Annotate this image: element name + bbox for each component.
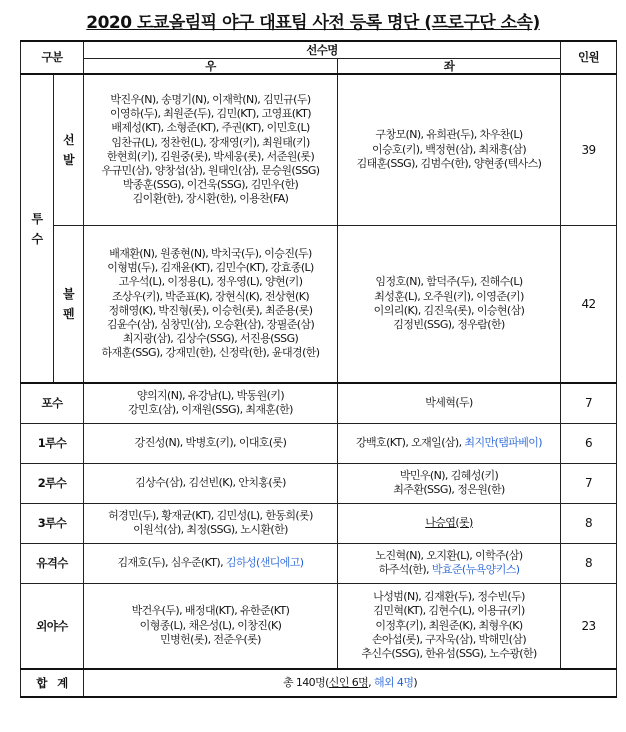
- list-item: 임정호(N), 함덕주(두), 진해수(L): [375, 275, 523, 289]
- shortstop-label: 유격수: [21, 543, 84, 583]
- shortstop-left-cell: [338, 543, 561, 583]
- list-item: 민병헌(롯), 전준우(롯): [160, 632, 261, 646]
- total-overseas: 해외 4명: [373, 675, 414, 689]
- list-item: 고우석(L), 이정용(L), 정우영(L), 양현(키): [118, 275, 303, 289]
- header-category: 구분: [21, 41, 84, 74]
- list-item: 박진우(N), 송명기(N), 이재학(N), 김민규(두): [110, 92, 311, 106]
- list-item: 강진성(N), 박병호(키), 이대호(롯): [134, 435, 287, 449]
- list-item: 이승호(키), 백정현(삼), 최채흥(삼): [371, 142, 527, 156]
- bullpen-right-cell: [84, 225, 338, 383]
- shortstop-row: [21, 543, 617, 583]
- list-item: 이형종(L), 채은성(L), 이창진(K): [139, 618, 282, 632]
- list-item: 박세혁(두): [425, 396, 473, 410]
- list-item: 김이환(한), 장시환(한), 이용찬(FA): [132, 192, 289, 206]
- total-sep: ,: [368, 675, 374, 689]
- total-row: [21, 669, 617, 697]
- list-item: 김윤수(삼), 심창민(삼), 오승환(삼), 장필준(삼): [106, 317, 315, 331]
- list-item: 구창모(N), 유희관(두), 차우찬(L): [375, 128, 523, 142]
- list-item: 하주석(한),: [378, 563, 432, 576]
- outfield-row: [21, 583, 617, 669]
- third-base-left-cell: [338, 503, 561, 543]
- list-item: 나성범(N), 김재환(두), 정수빈(두): [373, 590, 525, 604]
- roster-table: [20, 40, 617, 698]
- list-item: 박건우(두), 배정대(KT), 유한준(KT): [131, 604, 290, 618]
- total-suffix: ): [413, 675, 418, 689]
- overseas-player: 최지만(탬파베이): [464, 435, 542, 449]
- list-item: 추신수(SSG), 한유섬(SSG), 노수광(한): [361, 647, 537, 661]
- list-item: 정해영(K), 박진형(롯), 이승헌(롯), 최준용(롯): [108, 303, 313, 317]
- first-base-count: 6: [561, 423, 617, 463]
- outfield-count: 23: [561, 583, 617, 669]
- total-rookie: 신인 6명: [328, 675, 369, 689]
- list-item: 김재호(두), 심우준(KT),: [117, 555, 226, 569]
- outfield-label: 외야수: [21, 583, 84, 669]
- list-item: 김민혁(KT), 김현수(L), 이용규(키): [373, 604, 525, 618]
- header-players: 선수명: [84, 41, 561, 58]
- second-base-label: 2루수: [21, 463, 84, 503]
- total-label: 합 계: [21, 669, 84, 697]
- list-item: 하재훈(SSG), 강재민(한), 신정락(한), 윤대경(한): [101, 346, 320, 360]
- list-item: 이영하(두), 최원준(두), 김민(KT), 고영표(KT): [109, 107, 311, 121]
- list-item: 박종훈(SSG), 이건욱(SSG), 김민우(한): [122, 178, 299, 192]
- first-base-row: [21, 423, 617, 463]
- second-base-count: 7: [561, 463, 617, 503]
- bullpen-count: 42: [561, 225, 617, 383]
- list-item: 이원석(삼), 최정(SSG), 노시환(한): [133, 523, 288, 536]
- list-item: 강민호(삼), 이재원(SSG), 최재훈(한): [128, 403, 293, 417]
- list-item: 허경민(두), 황재균(KT), 김민성(L), 한동희(롯): [108, 508, 313, 522]
- list-item: 김정빈(SSG), 정우람(한): [393, 317, 505, 331]
- header-row: [21, 41, 617, 58]
- list-item: 최주환(SSG), 정은원(한): [393, 483, 505, 496]
- header-right-hand: 우: [84, 58, 338, 74]
- third-base-count: 8: [561, 503, 617, 543]
- list-item: 최지광(삼), 김상수(SSG), 서진용(SSG): [122, 332, 299, 346]
- catcher-right-cell: [84, 383, 338, 423]
- third-base-row: [21, 503, 617, 543]
- list-item: 박민우(N), 김혜성(키): [399, 468, 499, 482]
- header-count: 인원: [561, 41, 617, 74]
- starter-right-cell: [84, 74, 338, 225]
- header-subrow: [21, 58, 617, 74]
- outfield-right-cell: [84, 583, 338, 669]
- list-item: 김상수(삼), 김선빈(K), 안치홍(롯): [135, 475, 286, 489]
- starter-left-cell: [338, 74, 561, 225]
- total-cell: [84, 669, 617, 697]
- shortstop-right-cell: [84, 543, 338, 583]
- catcher-left-cell: [338, 383, 561, 423]
- catcher-label: 포수: [21, 383, 84, 423]
- list-item: 김태훈(SSG), 김범수(한), 양현종(텍사스): [356, 156, 542, 170]
- list-item: 양의지(N), 유강남(L), 박동원(키): [136, 389, 285, 403]
- overseas-player: 김하성(샌디에고): [225, 555, 304, 569]
- first-base-right-cell: [84, 423, 338, 463]
- list-item: 강백호(KT), 오재일(삼),: [356, 435, 465, 449]
- list-item: 노진혁(N), 오지환(L), 이학주(삼): [375, 548, 523, 562]
- first-base-left-cell: [338, 423, 561, 463]
- list-item: 조상우(키), 박준표(K), 장현식(K), 전상현(K): [111, 289, 310, 303]
- bullpen-label: 불 펜: [54, 225, 84, 383]
- starter-count: 39: [561, 74, 617, 225]
- third-base-label: 3루수: [21, 503, 84, 543]
- catcher-row: [21, 383, 617, 423]
- catcher-count: 7: [561, 383, 617, 423]
- pitcher-bullpen-row: [21, 225, 617, 383]
- total-prefix: 총 140명(: [282, 675, 329, 689]
- list-item: 이의리(K), 김진욱(롯), 이승현(삼): [373, 303, 525, 317]
- outfield-left-cell: [338, 583, 561, 669]
- list-item: 최성훈(L), 오주원(키), 이영준(키): [374, 289, 524, 303]
- list-item: 나승엽(롯): [425, 515, 473, 529]
- pitcher-label: 투 수: [21, 74, 54, 383]
- second-base-left-cell: [338, 463, 561, 503]
- first-base-label: 1루수: [21, 423, 84, 463]
- list-item: 배재환(N), 원종현(N), 박치국(두), 이승진(두): [109, 246, 312, 260]
- shortstop-count: 8: [561, 543, 617, 583]
- list-item: 임찬규(L), 정찬헌(L), 장재영(키), 최원태(키): [111, 135, 310, 149]
- pitcher-starter-row: [21, 74, 617, 225]
- list-item: 우규민(삼), 양창섭(삼), 원태인(삼), 문승원(SSG): [101, 163, 320, 177]
- third-base-right-cell: [84, 503, 338, 543]
- header-left-hand: 좌: [338, 58, 561, 74]
- list-item: 배제성(KT), 소형준(KT), 주권(KT), 이민호(L): [111, 121, 310, 135]
- page-title: 2020 도쿄올림픽 야구 대표팀 사전 등록 명단 (프로구단 소속): [86, 13, 540, 33]
- second-base-right-cell: [84, 463, 338, 503]
- list-item: 손아섭(롯), 구자욱(삼), 박해민(삼): [371, 632, 527, 646]
- starter-label: 선 발: [54, 74, 84, 225]
- second-base-row: [21, 463, 617, 503]
- list-item: 이형범(두), 김재윤(KT), 김민수(KT), 강효종(L): [107, 261, 314, 275]
- list-item: 한현희(키), 김원중(롯), 박세웅(롯), 서준원(롯): [106, 149, 315, 163]
- overseas-player: 박효준(뉴욕양키스): [431, 563, 520, 576]
- bullpen-left-cell: [338, 225, 561, 383]
- list-item: 이정후(키), 최원준(K), 최형우(K): [375, 618, 523, 632]
